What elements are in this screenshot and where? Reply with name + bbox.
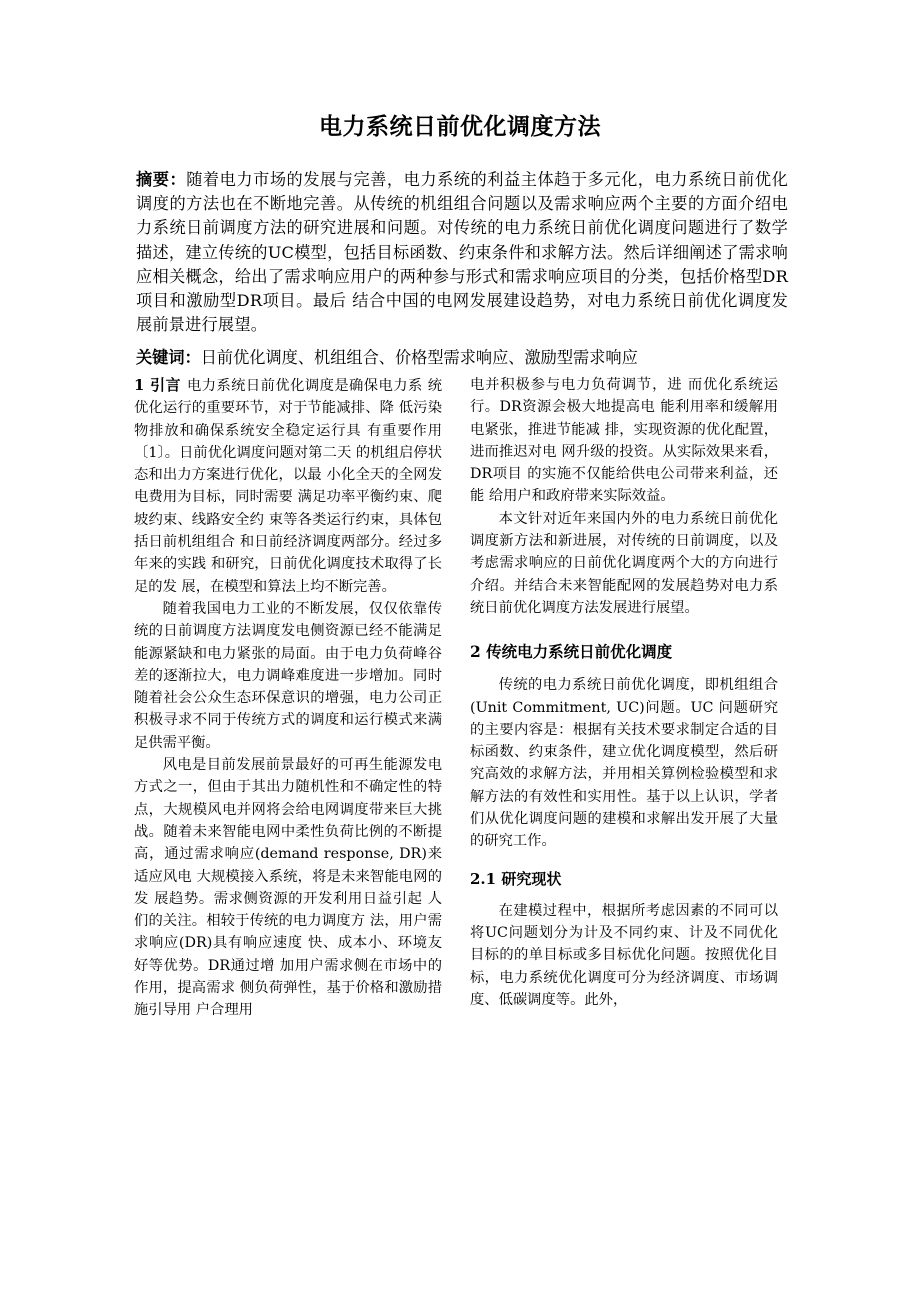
body-paragraph: 风电是目前发展前景最好的可再生能源发电方式之一，但由于其出力随机性和不确定性的特点，大规模风电并网将会给电网调度带来巨大挑战。随着未来智能电网中柔性负荷比例的不断提高，通过需求响应(demand response, DR)来适应风电 大规模接入系统，将是未来智能电网的发 展趋势。需求侧资源的开发利用日益引起 人们的关注。相较于传统的电力调度方 法，用户需求响应(DR)具有响应速度 快、成本小、环境友好等优势。DR通过增 加用户需求侧在市场中的作用，提高需求 侧负荷弹性，基于价格和激励措施引导用 户合理用 (134, 757, 442, 1019)
page-title: 电力系统日前优化调度方法 (319, 114, 601, 140)
body-paragraph: 随着我国电力工业的不断发展，仅仅依靠传统的日前调度方法调度发电侧资源已经不能满足能源紧缺和电力紧张的局面。由于电力负荷峰谷差的逐渐拉大，电力调峰难度进一步增加。同时随着社会公众生态环保意识的增强，电力公司正积极寻求不同于传统方式的调度和运行模式来满足供需平衡。 (134, 600, 442, 751)
abstract-text: 随着电力市场的发展与完善，电力系统的利益主体趋于多元化，电力系统日前优化调度的方法也在不断地完善。从传统的机组组合问题以及需求响应两个主要的方面介绍电力系统日前调度方法的研究进展和问题。对传统的电力系统日前优化调度问题进行了数学描述，建立传统的UC模型，包括目标函数、约束条件和求解方法。然后详细阐述了需求响应相关概念，给出了需求响应用户的两种参与形式和需求响应项目的分类，包括价格型DR项目和激励型DR项目。最后 结合中国的电网发展建设趋势，对电力系统日前优化调度发展前景进行展望。 (136, 170, 788, 335)
section-2-1-heading: 2.1 研究现状 (470, 869, 562, 888)
section-1-heading: 1 引言 (134, 376, 181, 394)
intro-text: 电力系统日前优化调度是确保电力系 统优化运行的重要环节，对于节能减排、降 低污染物排放和确保系统安全稳定运行具 有重要作用〔1〕。日前优化调度问题对第二天 的机组启停状态和出力方案进行优化，以最 小化全天的全网发电费用为目标，同时需要 满足功率平衡约束、爬坡约束、线路安全约 束等各类运行约束，具体包括日前机组组合 和日前经济调度两部分。经过多年来的实践 和研究，日前优化调度技术取得了长足的发 展，在模型和算法上均不断完善。 (134, 378, 442, 595)
intro-paragraph (134, 374, 442, 598)
keywords-text: 日前优化调度、机组组合、价格型需求响应、激励型需求响应 (200, 348, 638, 367)
keywords-label: 关键词： (136, 348, 201, 367)
body-paragraph: 传统的电力系统日前优化调度，即机组组合(Unit Commitment, UC)问题。UC 问题研究的主要内容是：根据有关技术要求制定合适的目标函数、约束条件，建立优化调度模型，然后研究高效的求解方法，并用相关算例检验模型和求解方法的有效性和实用性。基于以上认识，学者们从优化调度问题的建模和求解出发开展了大量的研究工作。 (470, 677, 778, 850)
left-column (134, 374, 442, 1022)
abstract-label: 摘要： (136, 170, 187, 189)
section-2-heading: 2 传统电力系统日前优化调度 (470, 642, 673, 662)
body-paragraph: 电并积极参与电力负荷调节，进 而优化系统运行。DR资源会极大地提高电 能利用率和缓解用电紧张，推进节能减 排，实现资源的优化配置，进而推迟对电 网升级的投资。从实际效果来看，DR项目 的实施不仅能给供电公司带来利益，还能 给用户和政府带来实际效益。 (470, 377, 778, 505)
keywords (136, 346, 796, 370)
abstract (136, 168, 788, 337)
body-paragraph: 本文针对近年来国内外的电力系统日前优化调度新方法和新进展，对传统的日前调度，以及考虑需求响应的日前优化调度两个大的方向进行介绍。并结合未来智能配网的发展趋势对电力系统日前优化调度方法发展进行展望。 (470, 510, 778, 616)
right-column (470, 374, 778, 1011)
body-paragraph: 在建模过程中，根据所考虑因素的不同可以将UC问题划分为计及不同约束、计及不同优化目标的的单目标或多目标优化问题。按照优化目标，电力系统优化调度可分为经济调度、市场调度、低碳调度等。此外， (470, 902, 778, 1008)
